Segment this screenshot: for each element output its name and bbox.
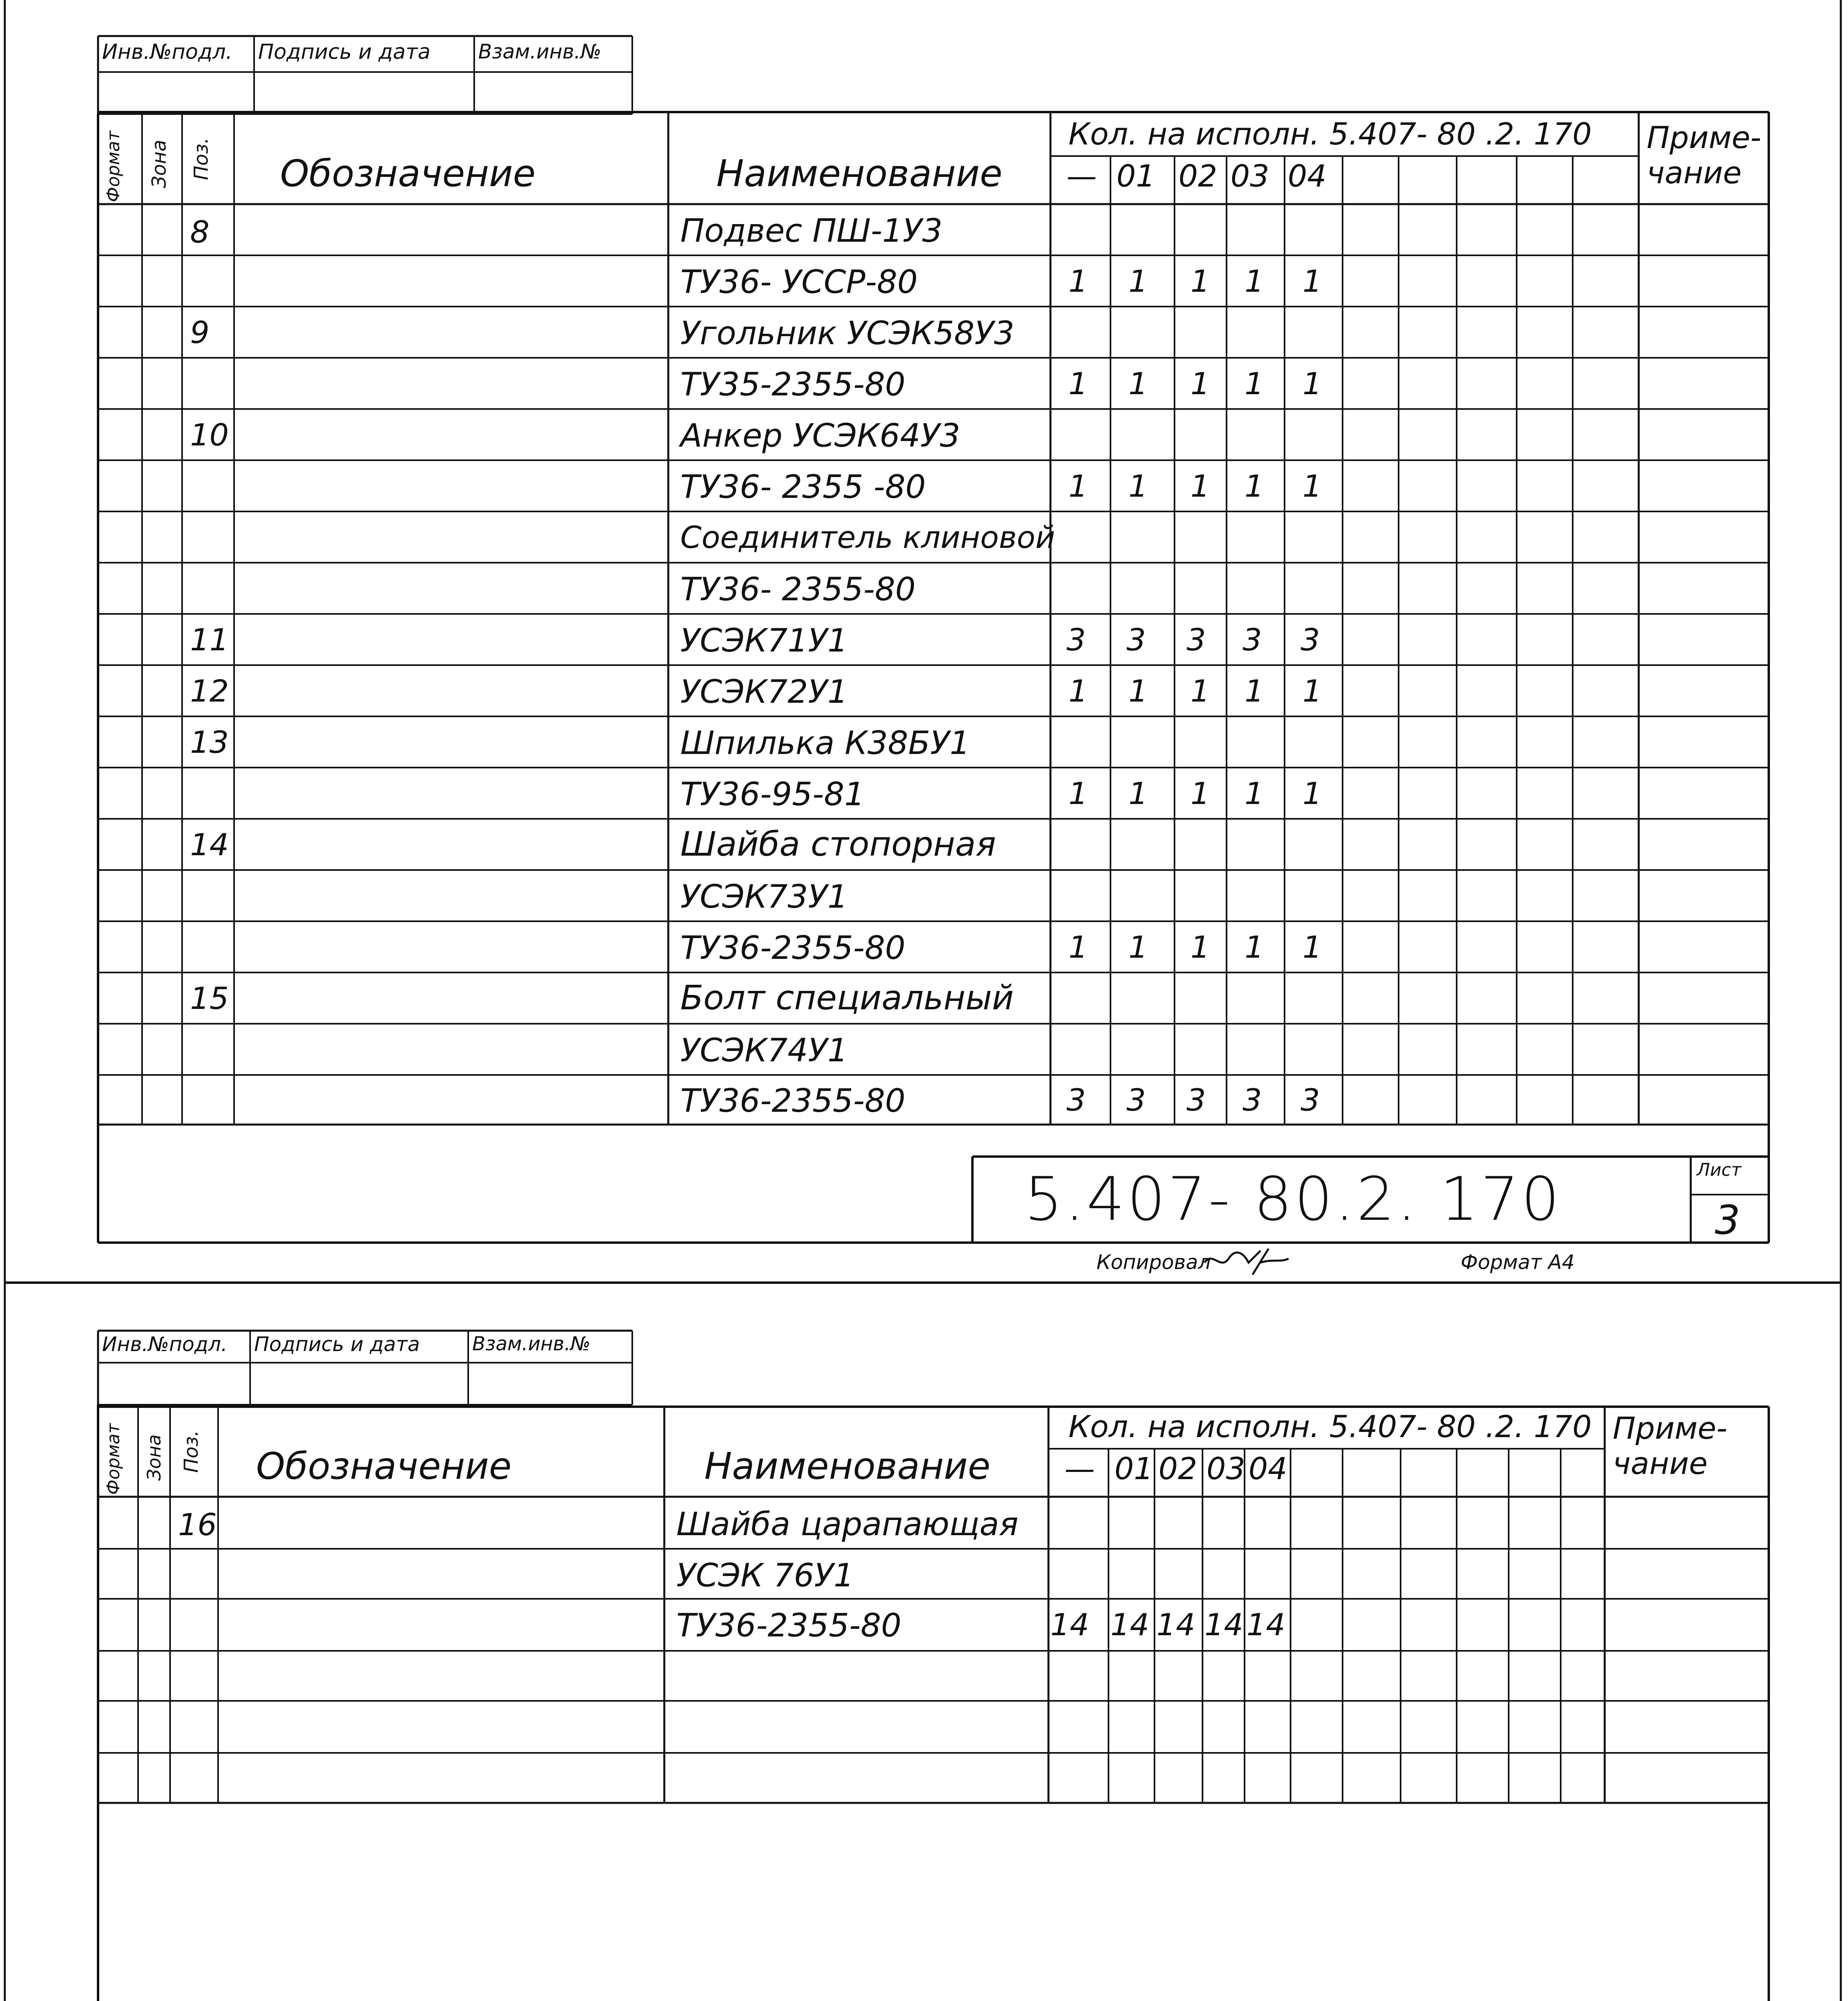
row-qty: 14	[1247, 1607, 1285, 1642]
row-qty: 3	[1301, 622, 1320, 658]
row-qty: 1	[1191, 468, 1210, 504]
qty-title-header: Кол. на исполн. 5.407- 80 .2. 170	[1068, 116, 1592, 152]
row-qty: 3	[1066, 1082, 1086, 1118]
row-name: Соединитель клиновой	[680, 519, 1055, 555]
row-qty: 3	[1126, 1082, 1146, 1118]
row-pos: 9	[190, 315, 210, 350]
qty-col-01: 01	[1116, 158, 1155, 194]
note-header: Приме- чание	[1613, 1410, 1728, 1481]
row-name: Угольник УСЭК58У3	[680, 315, 1014, 352]
signature-date-header: Подпись и дата	[254, 1333, 420, 1356]
row-pos: 8	[190, 214, 210, 250]
row-qty: 1	[1303, 929, 1322, 965]
designation-header: Обозначение	[280, 152, 536, 195]
row-qty: 3	[1126, 622, 1146, 658]
position-header: Поз.	[190, 137, 212, 180]
copied-by-label: Копировал	[1096, 1251, 1211, 1274]
row-name: Шайба царапающая	[676, 1506, 1018, 1543]
row-name: Шпилька К38БУ1	[680, 724, 970, 762]
zone-header: Зона	[143, 1434, 165, 1481]
sheet-label: Лист	[1697, 1160, 1742, 1180]
copier-signature	[1201, 1247, 1297, 1279]
row-qty: 3	[1187, 622, 1206, 658]
signature-date-header: Подпись и дата	[258, 40, 431, 64]
row-name: ТУ36-95-81	[680, 776, 865, 813]
paper-format: Формат А4	[1461, 1251, 1575, 1274]
qty-col-03: 03	[1207, 1451, 1245, 1486]
qty-title-header: Кол. на исполн. 5.407- 80 .2. 170	[1068, 1409, 1592, 1444]
row-pos: 13	[190, 724, 229, 760]
row-qty: 1	[1245, 776, 1264, 811]
row-qty: 1	[1245, 929, 1264, 965]
qty-col-03: 03	[1231, 158, 1269, 194]
qty-col-02: 02	[1159, 1451, 1197, 1486]
row-qty: 1	[1068, 929, 1088, 965]
row-name: Болт специальный	[680, 978, 1014, 1017]
row-name: УСЭК74У1	[680, 1032, 848, 1069]
row-pos: 10	[190, 417, 229, 453]
row-qty: 3	[1243, 1082, 1262, 1118]
row-qty: 14	[1157, 1607, 1195, 1642]
name-header: Наименование	[716, 152, 1002, 195]
inv-number-header: Инв.№подл.	[102, 40, 233, 64]
row-qty: 3	[1187, 1082, 1206, 1118]
qty-col-base: —	[1066, 158, 1097, 194]
row-qty: 1	[1303, 776, 1322, 811]
row-qty: 1	[1068, 468, 1088, 504]
row-qty: 1	[1245, 366, 1264, 401]
row-qty: 3	[1243, 622, 1262, 658]
row-qty: 1	[1191, 929, 1210, 965]
row-name: Анкер УСЭК64У3	[680, 417, 960, 454]
row-name: ТУ36- УССР-80	[680, 263, 918, 301]
qty-col-01: 01	[1114, 1451, 1153, 1486]
row-qty: 1	[1191, 673, 1210, 709]
row-qty: 1	[1068, 366, 1088, 401]
row-name: УСЭК71У1	[680, 622, 848, 659]
document-code: 5.407- 80.2. 170	[1024, 1165, 1562, 1234]
row-name: Шайба стопорная	[680, 824, 996, 864]
row-name: УСЭК 76У1	[676, 1557, 854, 1594]
replaced-inv-header: Взам.инв.№	[472, 1333, 591, 1355]
row-qty: 1	[1245, 263, 1264, 299]
position-header: Поз.	[180, 1430, 202, 1473]
qty-col-04: 04	[1288, 158, 1327, 194]
row-name: УСЭК72У1	[680, 673, 848, 710]
row-qty: 14	[1110, 1607, 1149, 1642]
qty-col-02: 02	[1179, 158, 1217, 194]
row-name: ТУ36-2355-80	[680, 1082, 906, 1119]
row-qty: 1	[1128, 673, 1148, 709]
row-name: ТУ36- 2355-80	[680, 571, 916, 608]
row-qty: 1	[1068, 263, 1088, 299]
row-qty: 1	[1191, 366, 1210, 401]
replaced-inv-header: Взам.инв.№	[478, 40, 601, 63]
row-qty: 1	[1128, 468, 1148, 504]
row-pos: 11	[190, 622, 229, 658]
row-qty: 1	[1068, 776, 1088, 811]
row-qty: 1	[1191, 263, 1210, 299]
format-header: Формат	[103, 130, 124, 202]
inv-number-header: Инв.№подл.	[102, 1333, 228, 1356]
row-qty: 1	[1128, 263, 1148, 299]
row-qty: 14	[1050, 1607, 1089, 1642]
row-qty: 1	[1245, 468, 1264, 504]
row-name: УСЭК73У1	[680, 878, 848, 915]
zone-header: Зона	[148, 140, 170, 188]
sheet-number: 3	[1715, 1197, 1740, 1243]
note-header: Приме- чание	[1647, 120, 1762, 190]
row-pos: 12	[190, 673, 229, 709]
row-qty: 1	[1128, 776, 1148, 811]
row-qty: 1	[1068, 673, 1088, 709]
row-qty: 1	[1128, 366, 1148, 401]
row-qty: 1	[1128, 929, 1148, 965]
row-pos: 16	[178, 1507, 217, 1542]
row-pos: 15	[190, 980, 229, 1016]
row-qty: 1	[1245, 673, 1264, 709]
qty-col-04: 04	[1249, 1451, 1287, 1486]
designation-header: Обозначение	[256, 1445, 512, 1488]
qty-col-base: —	[1064, 1451, 1095, 1486]
row-pos: 14	[190, 827, 229, 862]
row-qty: 1	[1303, 673, 1322, 709]
row-qty: 3	[1301, 1082, 1320, 1118]
row-name: ТУ36-2355-80	[680, 929, 906, 966]
row-name: Подвес ПШ-1У3	[680, 212, 943, 249]
row-qty: 3	[1066, 622, 1086, 658]
row-qty: 1	[1303, 366, 1322, 401]
row-qty: 1	[1191, 776, 1210, 811]
format-header: Формат	[103, 1423, 124, 1495]
name-header: Наименование	[704, 1445, 990, 1488]
row-qty: 14	[1205, 1607, 1243, 1642]
row-name: ТУ35-2355-80	[680, 366, 906, 403]
row-qty: 1	[1303, 468, 1322, 504]
row-name: ТУ36-2355-80	[676, 1607, 902, 1644]
row-qty: 1	[1303, 263, 1322, 299]
row-name: ТУ36- 2355 -80	[680, 468, 926, 505]
